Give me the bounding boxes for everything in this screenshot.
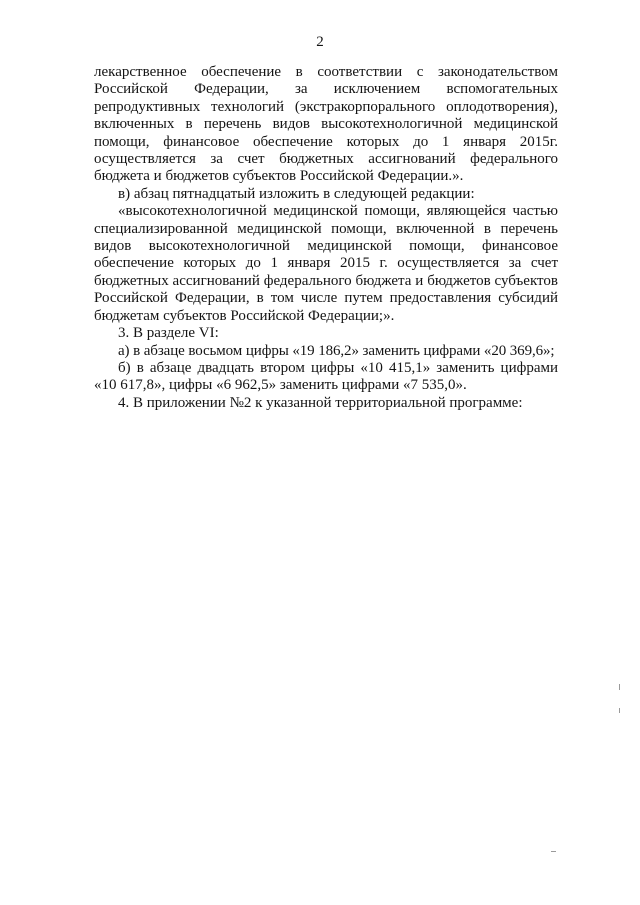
paragraph-item-a: а) в абзаце восьмом цифры «19 186,2» заменить цифрами «20 369,6»; — [118, 342, 555, 359]
page-number: 2 — [316, 34, 324, 50]
paragraph-clause-v: в) абзац пятнадцатый изложить в следующей редакции: — [118, 185, 475, 202]
paragraph-appendix-2: 4. В приложении №2 к указанной территориальной программе: — [118, 394, 523, 411]
paragraph-item-b: б) в абзаце двадцать втором цифры «10 415,1» заменить цифрами «10 617,8», цифры «6 962,5» заменить цифрами «7 535,0». — [94, 359, 558, 394]
scan-mark — [551, 851, 556, 852]
scan-mark — [619, 708, 620, 713]
paragraph-drug-provision: лекарственное обеспечение в соответствии с законодательством Российской Федерации, за исключением вспомогательных репродуктивных технологий (экстракорпорального оплодотворения), включенных в перечень видов высокотехнологичной медицинской помощи, финансовое обеспечение которых до 1 января 2015г. осуществляется за счет бюджетных ассигнований федерального бюджета и бюджетов субъектов Российской Федерации.». — [94, 64, 558, 185]
scan-mark — [619, 684, 620, 690]
document-body — [94, 64, 558, 412]
paragraph-high-tech-care: «высокотехнологичной медицинской помощи, являющейся частью специализированной медицинской помощи, включенной в перечень видов высокотехнологичной медицинской помощи, финансовое обеспечение которых до 1 января 2015 г. осуществляется за счет бюджетных ассигнований федерального бюджета и бюджетов субъектов Российской Федерации, в том числе путем предоставления субсидий бюджетам субъектов Российской Федерации;». — [94, 203, 558, 324]
paragraph-section-vi: 3. В разделе VI: — [118, 325, 219, 342]
